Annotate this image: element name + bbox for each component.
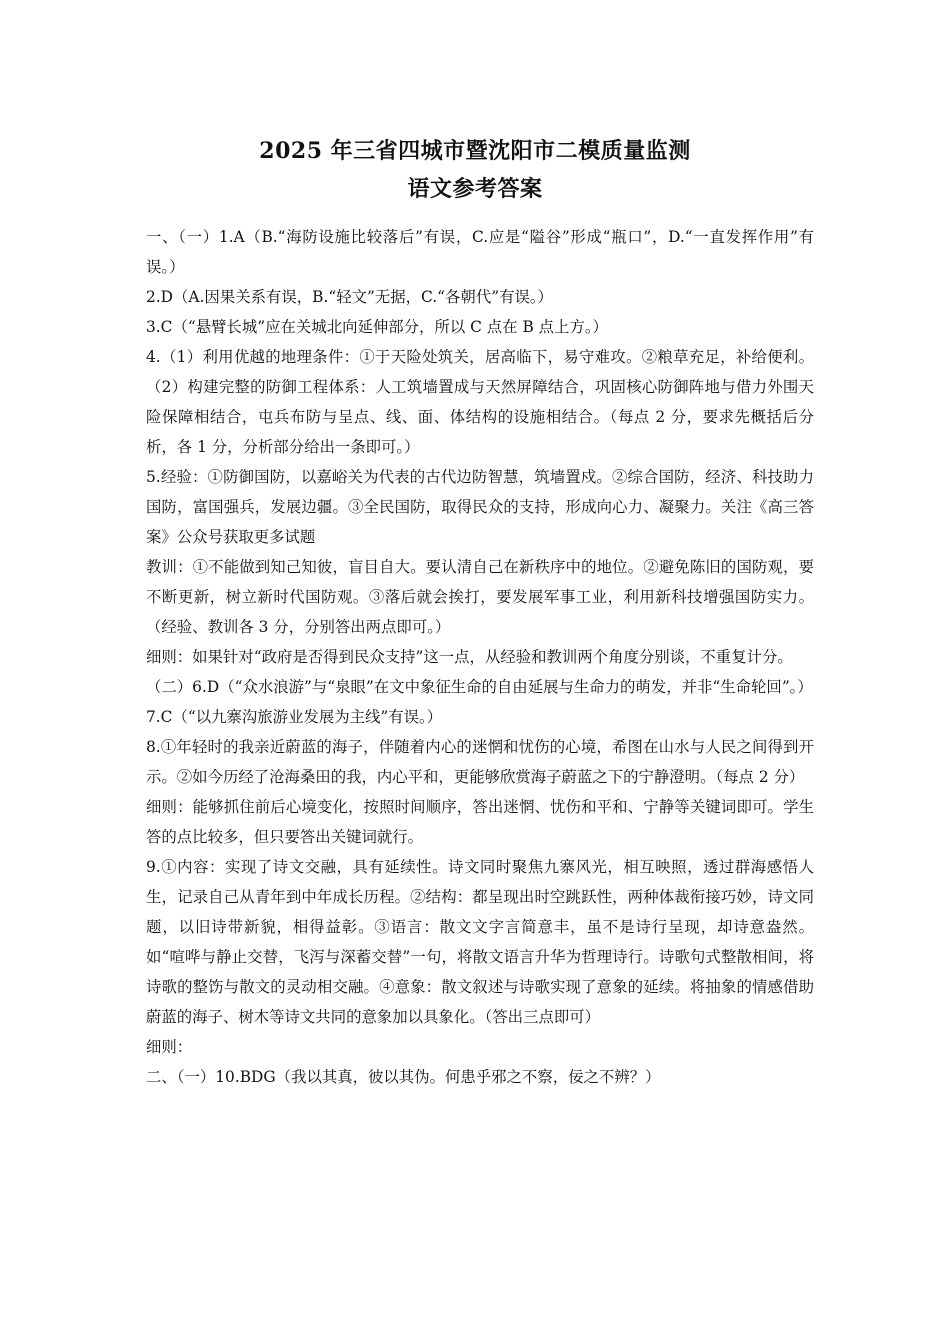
answer-paragraph-q9: 9.①内容：实现了诗文交融，具有延续性。诗文同时聚焦九寨风光，相互映照，透过群海感悟人生，记录自己从青年到中年成长历程。②结构：都呈现出时空跳跃性，两种体裁衔接巧妙，诗文同题，以旧诗带新貌，相得益彰。③语言：散文文字言简意丰，虽不是诗行呈现，却诗意盎然。如“喧哗与静止交替，飞泻与深蓄交替”一句，将散文语言升华为哲理诗行。诗歌句式整散相间，将诗歌的整饬与散文的灵动相交融。④意象：散文叙述与诗歌实现了意象的延续。将抽象的情感借助蔚蓝的海子、树木等诗文共同的意象加以具象化。（答出三点即可） [146, 858, 814, 1026]
answer-paragraph-q8: 8.①年轻时的我亲近蔚蓝的海子，伴随着内心的迷惘和忧伤的心境，希图在山水与人民之间得到开示。②如今历经了沧海桑田的我，内心平和，更能够欣赏海子蔚蓝之下的宁静澄明。（每点 2 分） [146, 738, 814, 786]
answer-paragraph-q5-rules: 细则：如果针对“政府是否得到民众支持”这一点，从经验和教训两个角度分别谈，不重复计分。 [146, 648, 793, 666]
answer-paragraph-q2: 2.D（A.因果关系有误，B.“轻文”无据，C.“各朝代”有误。） [146, 288, 553, 306]
answer-paragraph-q4: 4.（1）利用优越的地理条件：①于天险处筑关，居高临下，易守难攻。②粮草充足，补给便利。（2）构建完整的防御工程体系：人工筑墙置成与天然屏障结合，巩固核心防御阵地与借力外围天险保障相结合，屯兵布防与呈点、线、面、体结构的设施相结合。（每点 2 分，要求先概括后分析，各 1 分，分析部分给出一条即可。） [146, 348, 814, 456]
answer-paragraph-q8-rules: 细则：能够抓住前后心境变化，按照时间顺序，答出迷惘、忧伤和平和、宁静等关键词即可。学生答的点比较多，但只要答出关键词就行。 [146, 798, 814, 846]
answer-paragraph-q1: 一、（一）1.A（B.“海防设施比较落后”有误，C.应是“隘谷”形成“瓶口”，D.“一直发挥作用”有误。） [146, 228, 814, 276]
page-subtitle: 语文参考答案 [407, 176, 543, 202]
answer-paragraph-q7: 7.C（“以九寨沟旅游业发展为主线”有误。） [146, 708, 443, 726]
page-title: 2025 年三省四城市暨沈阳市二模质量监测 [259, 138, 691, 164]
answer-paragraph-q5-experience: 5.经验：①防御国防，以嘉峪关为代表的古代边防智慧，筑墙置戍。②综合国防，经济、科技助力国防，富国强兵，发展边疆。③全民国防，取得民众的支持，形成向心力、凝聚力。关注《高三答案》公众号获取更多试题 [146, 468, 814, 546]
answer-paragraph-q10: 二、（一）10.BDG（我以其真，彼以其伪。何患乎邪之不察，佞之不辨？） [146, 1068, 661, 1086]
answer-paragraph-q3: 3.C（“悬臂长城”应在关城北向延伸部分，所以 C 点在 B 点上方。） [146, 318, 608, 336]
answer-content [146, 222, 814, 1092]
answer-paragraph-q9-rules: 细则： [146, 1038, 193, 1056]
answer-paragraph-q5-lessons: 教训：①不能做到知己知彼，盲目自大。要认清自己在新秩序中的地位。②避免陈旧的国防观，要不断更新，树立新时代国防观。③落后就会挨打，要发展军事工业，利用新科技增强国防实力。（经验、教训各 3 分，分别答出两点即可。） [146, 558, 814, 636]
answer-paragraph-q6: （二）6.D（“众水浪游”与“泉眼”在文中象征生命的自由延展与生命力的萌发，并非“生命轮回”。） [146, 678, 813, 696]
